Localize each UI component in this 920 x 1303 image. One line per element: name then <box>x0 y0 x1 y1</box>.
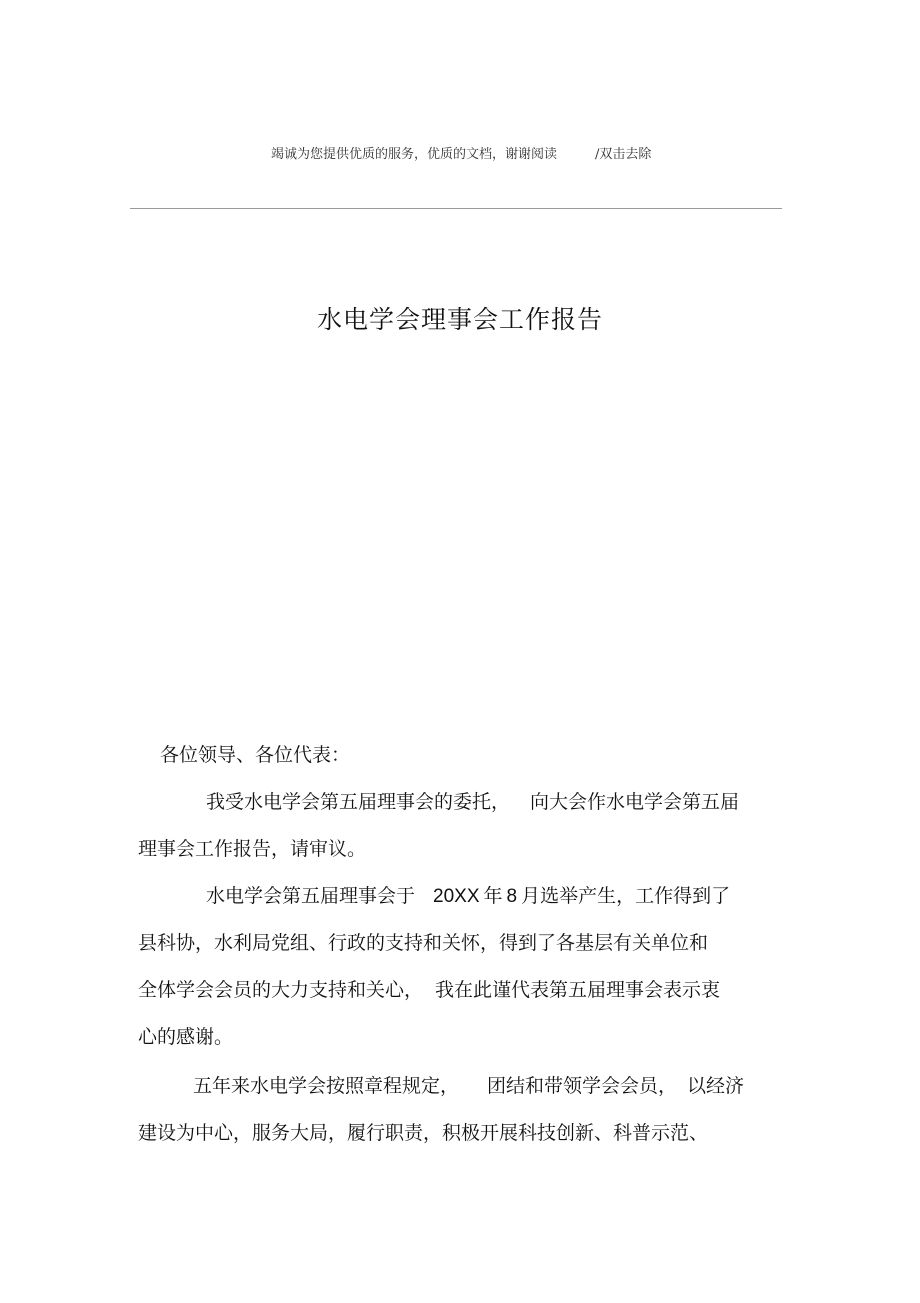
p3-text-c: 以经济 <box>687 1075 745 1097</box>
p3-text-a: 五年来水电学会按照章程规定， <box>193 1075 460 1097</box>
header-note-remove-hint[interactable]: /双击去除 <box>595 147 652 162</box>
p2-text-c: 月选举产生，工作得到了 <box>521 885 731 907</box>
paragraph-2-line-4: 心的感谢。 <box>138 1026 234 1048</box>
paragraph-2-line-2: 县科协，水利局党组、行政的支持和关怀，得到了各基层有关单位和 <box>138 932 709 954</box>
p2-text-a: 水电学会第五届理事会于 <box>206 885 416 907</box>
p1-text-a: 我受水电学会第五届理事会的委托， <box>206 791 511 813</box>
header-note <box>271 143 651 162</box>
p2-text-b: 年 <box>483 885 503 907</box>
p2-year: 20XX <box>433 886 480 907</box>
header-note-text: 竭诚为您提供优质的服务，优质的文档，谢谢阅读 <box>271 147 558 162</box>
p3-text-b: 团结和带领学会会员， <box>487 1075 678 1097</box>
salutation: 各位领导、各位代表： <box>160 744 351 766</box>
paragraph-3-line-1 <box>193 1074 744 1098</box>
p2-text-e: 我在此谨代表第五届理事会表示衷 <box>435 979 721 1001</box>
p2-month: 8 <box>506 886 518 907</box>
paragraph-1-line-2: 理事会工作报告，请审议。 <box>138 838 367 860</box>
p2-text-d: 全体学会会员的大力支持和关心， <box>138 979 424 1001</box>
paragraph-2-line-1 <box>206 884 730 909</box>
document-title: 水电学会理事会工作报告 <box>316 305 603 334</box>
paragraph-2-line-3 <box>138 978 720 1002</box>
header-divider <box>130 208 782 209</box>
paragraph-3-line-2: 建设为中心，服务大局，履行职责，积极开展科技创新、科普示范、 <box>138 1122 709 1144</box>
p1-text-b: 向大会作水电学会第五届 <box>530 791 740 813</box>
paragraph-1-line-1 <box>206 790 739 814</box>
